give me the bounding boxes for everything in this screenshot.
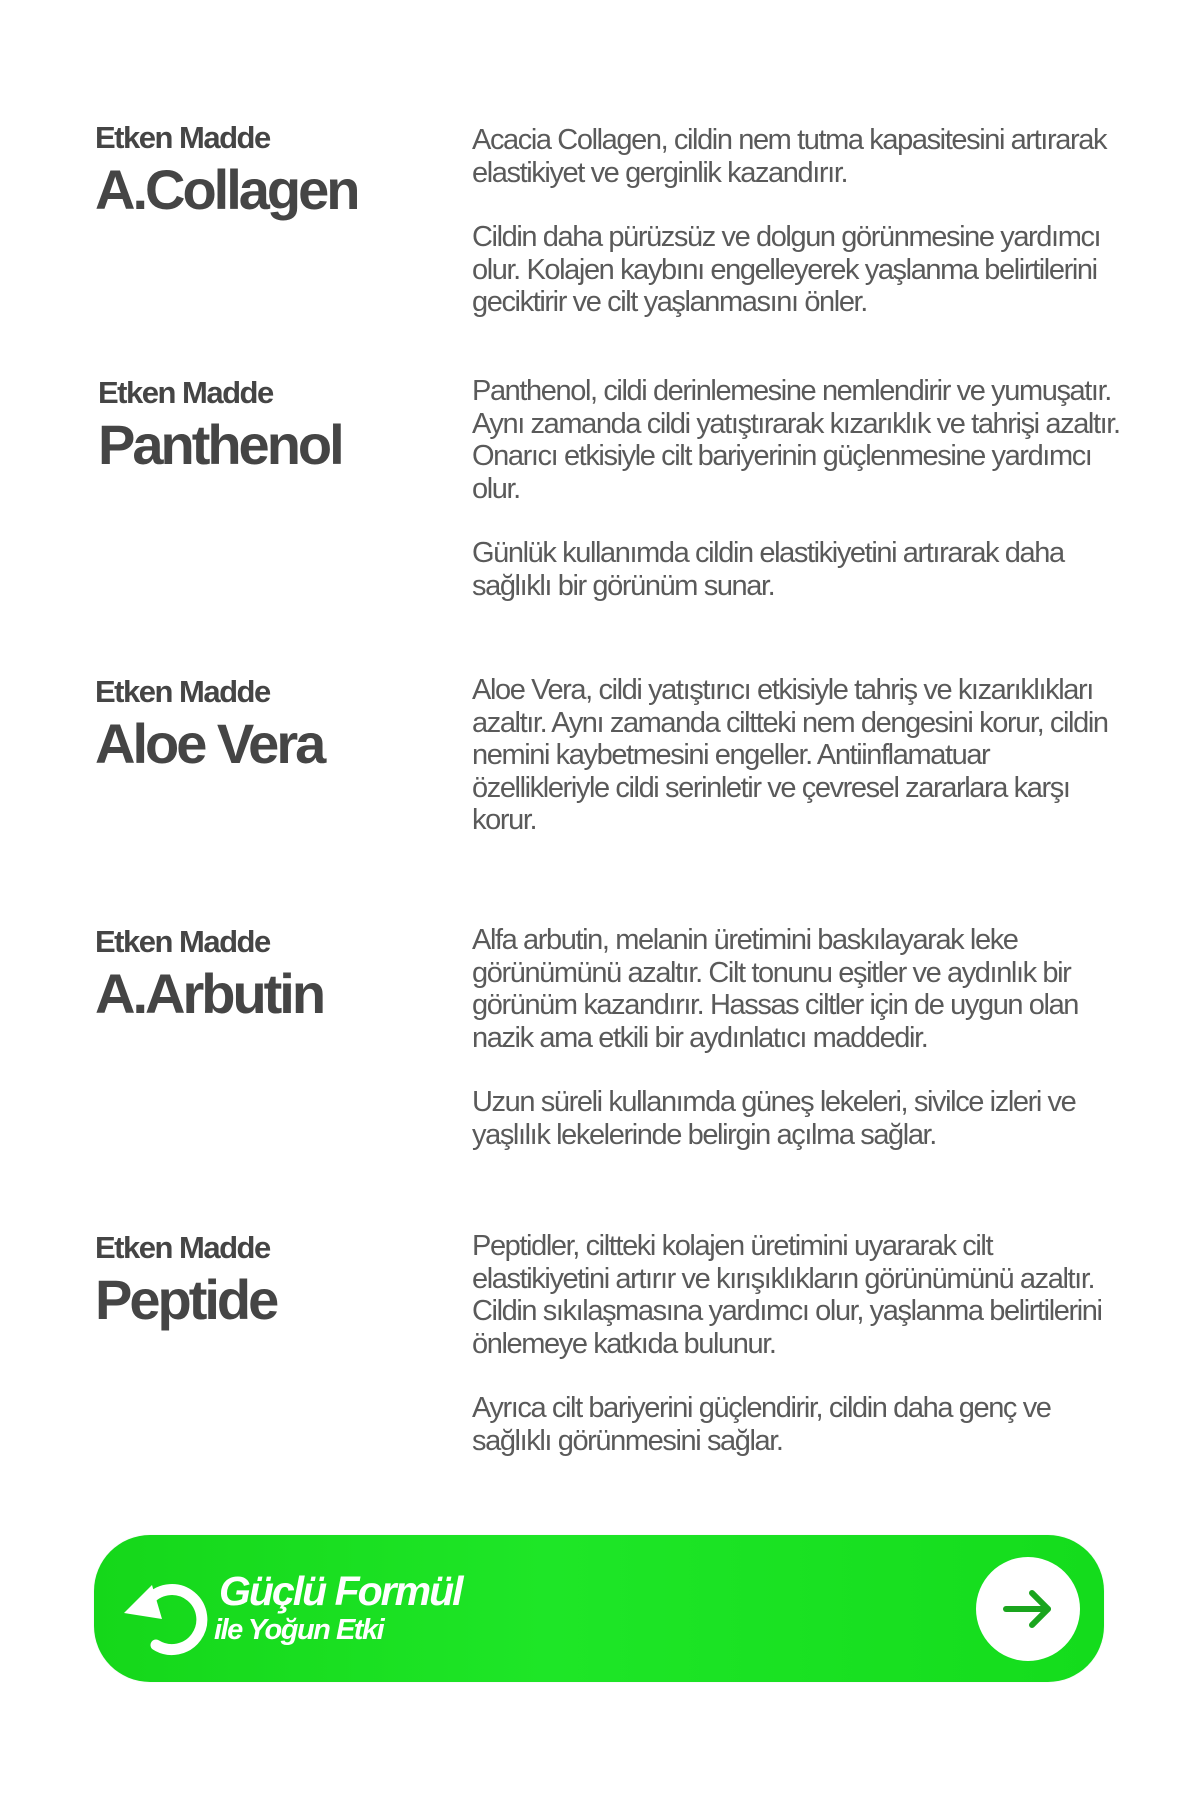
arrow-right-button[interactable] (976, 1557, 1080, 1661)
ingredient-label (95, 1230, 455, 1330)
rotate-arrow-icon (122, 1569, 212, 1659)
ingredient-label (95, 674, 455, 774)
ingredient-label (95, 120, 455, 220)
ingredient-name: Aloe Vera (95, 712, 324, 775)
description-paragraph: Günlük kullanımda cildin elastikiyetini artırarak daha sağlıklı bir görünüm sunar. (472, 537, 1064, 602)
description-paragraph: Uzun süreli kullanımda güneş lekeleri, sivilce izleri ve yaşlılık lekelerinde belirgin açılma sağlar. (472, 1086, 1076, 1151)
ingredient-kicker: Etken Madde (95, 924, 270, 959)
description-paragraph: Acacia Collagen, cildin nem tutma kapasitesini artırarak elastikiyet ve gerginlik kazandırır. (472, 124, 1107, 189)
description-paragraph: Peptidler, ciltteki kolajen üretimini uyararak cilt elastikiyetini artırır ve kırışıklıkların görünümünü azaltır. Cildin sıkılaşmasına yardımcı olur, yaşlanma belirtilerini önlemeye katkıda bulunur. (472, 1230, 1102, 1360)
ingredient-description (472, 124, 1132, 319)
ingredient-name: Panthenol (98, 413, 342, 476)
cta-subtitle: ile Yoğun Etki (214, 1614, 384, 1646)
cta-title: Güçlü Formül (219, 1568, 462, 1614)
ingredient-label (98, 375, 458, 475)
ingredient-kicker: Etken Madde (95, 1230, 270, 1265)
ingredient-kicker: Etken Madde (95, 120, 270, 155)
ingredient-description (472, 674, 1132, 837)
description-paragraph: Ayrıca cilt bariyerini güçlendirir, cildin daha genç ve sağlıklı görünmesini sağlar. (472, 1392, 1051, 1457)
ingredient-description (472, 924, 1132, 1151)
ingredient-name: Peptide (95, 1268, 277, 1331)
ingredient-description (472, 375, 1132, 602)
description-paragraph: Aloe Vera, cildi yatıştırıcı etkisiyle tahriş ve kızarıklıkları azaltır. Aynı zamanda ciltteki nem dengesini korur, cildin nemini kaybetmesini engeller. Antiinflamatuar özellikleriyle cildi serinletir ve çevresel zararlara karşı korur. (472, 674, 1108, 836)
description-paragraph: Cildin daha pürüzsüz ve dolgun görünmesine yardımcı olur. Kolajen kaybını engelleyerek yaşlanma belirtilerini geciktirir ve cilt yaşlanmasını önler. (472, 221, 1101, 318)
ingredient-name: A.Arbutin (95, 962, 324, 1025)
ingredient-label (95, 924, 455, 1024)
ingredient-description (472, 1230, 1132, 1457)
arrow-right-icon (998, 1579, 1058, 1639)
description-paragraph: Panthenol, cildi derinlemesine nemlendirir ve yumuşatır. Aynı zamanda cildi yatıştırarak kızarıklık ve tahrişi azaltır. Onarıcı etkisiyle cilt bariyerinin güçlenmesine yardımcı olur. (472, 375, 1120, 505)
ingredient-kicker: Etken Madde (98, 375, 273, 410)
ingredient-kicker: Etken Madde (95, 674, 270, 709)
cta-banner[interactable] (94, 1535, 1104, 1682)
description-paragraph: Alfa arbutin, melanin üretimini baskılayarak leke görünümünü azaltır. Cilt tonunu eşitler ve aydınlık bir görünüm kazandırır. Hassas ciltler için de uygun olan nazik ama etkili bir aydınlatıcı maddedir. (472, 924, 1079, 1054)
ingredient-name: A.Collagen (95, 158, 358, 221)
